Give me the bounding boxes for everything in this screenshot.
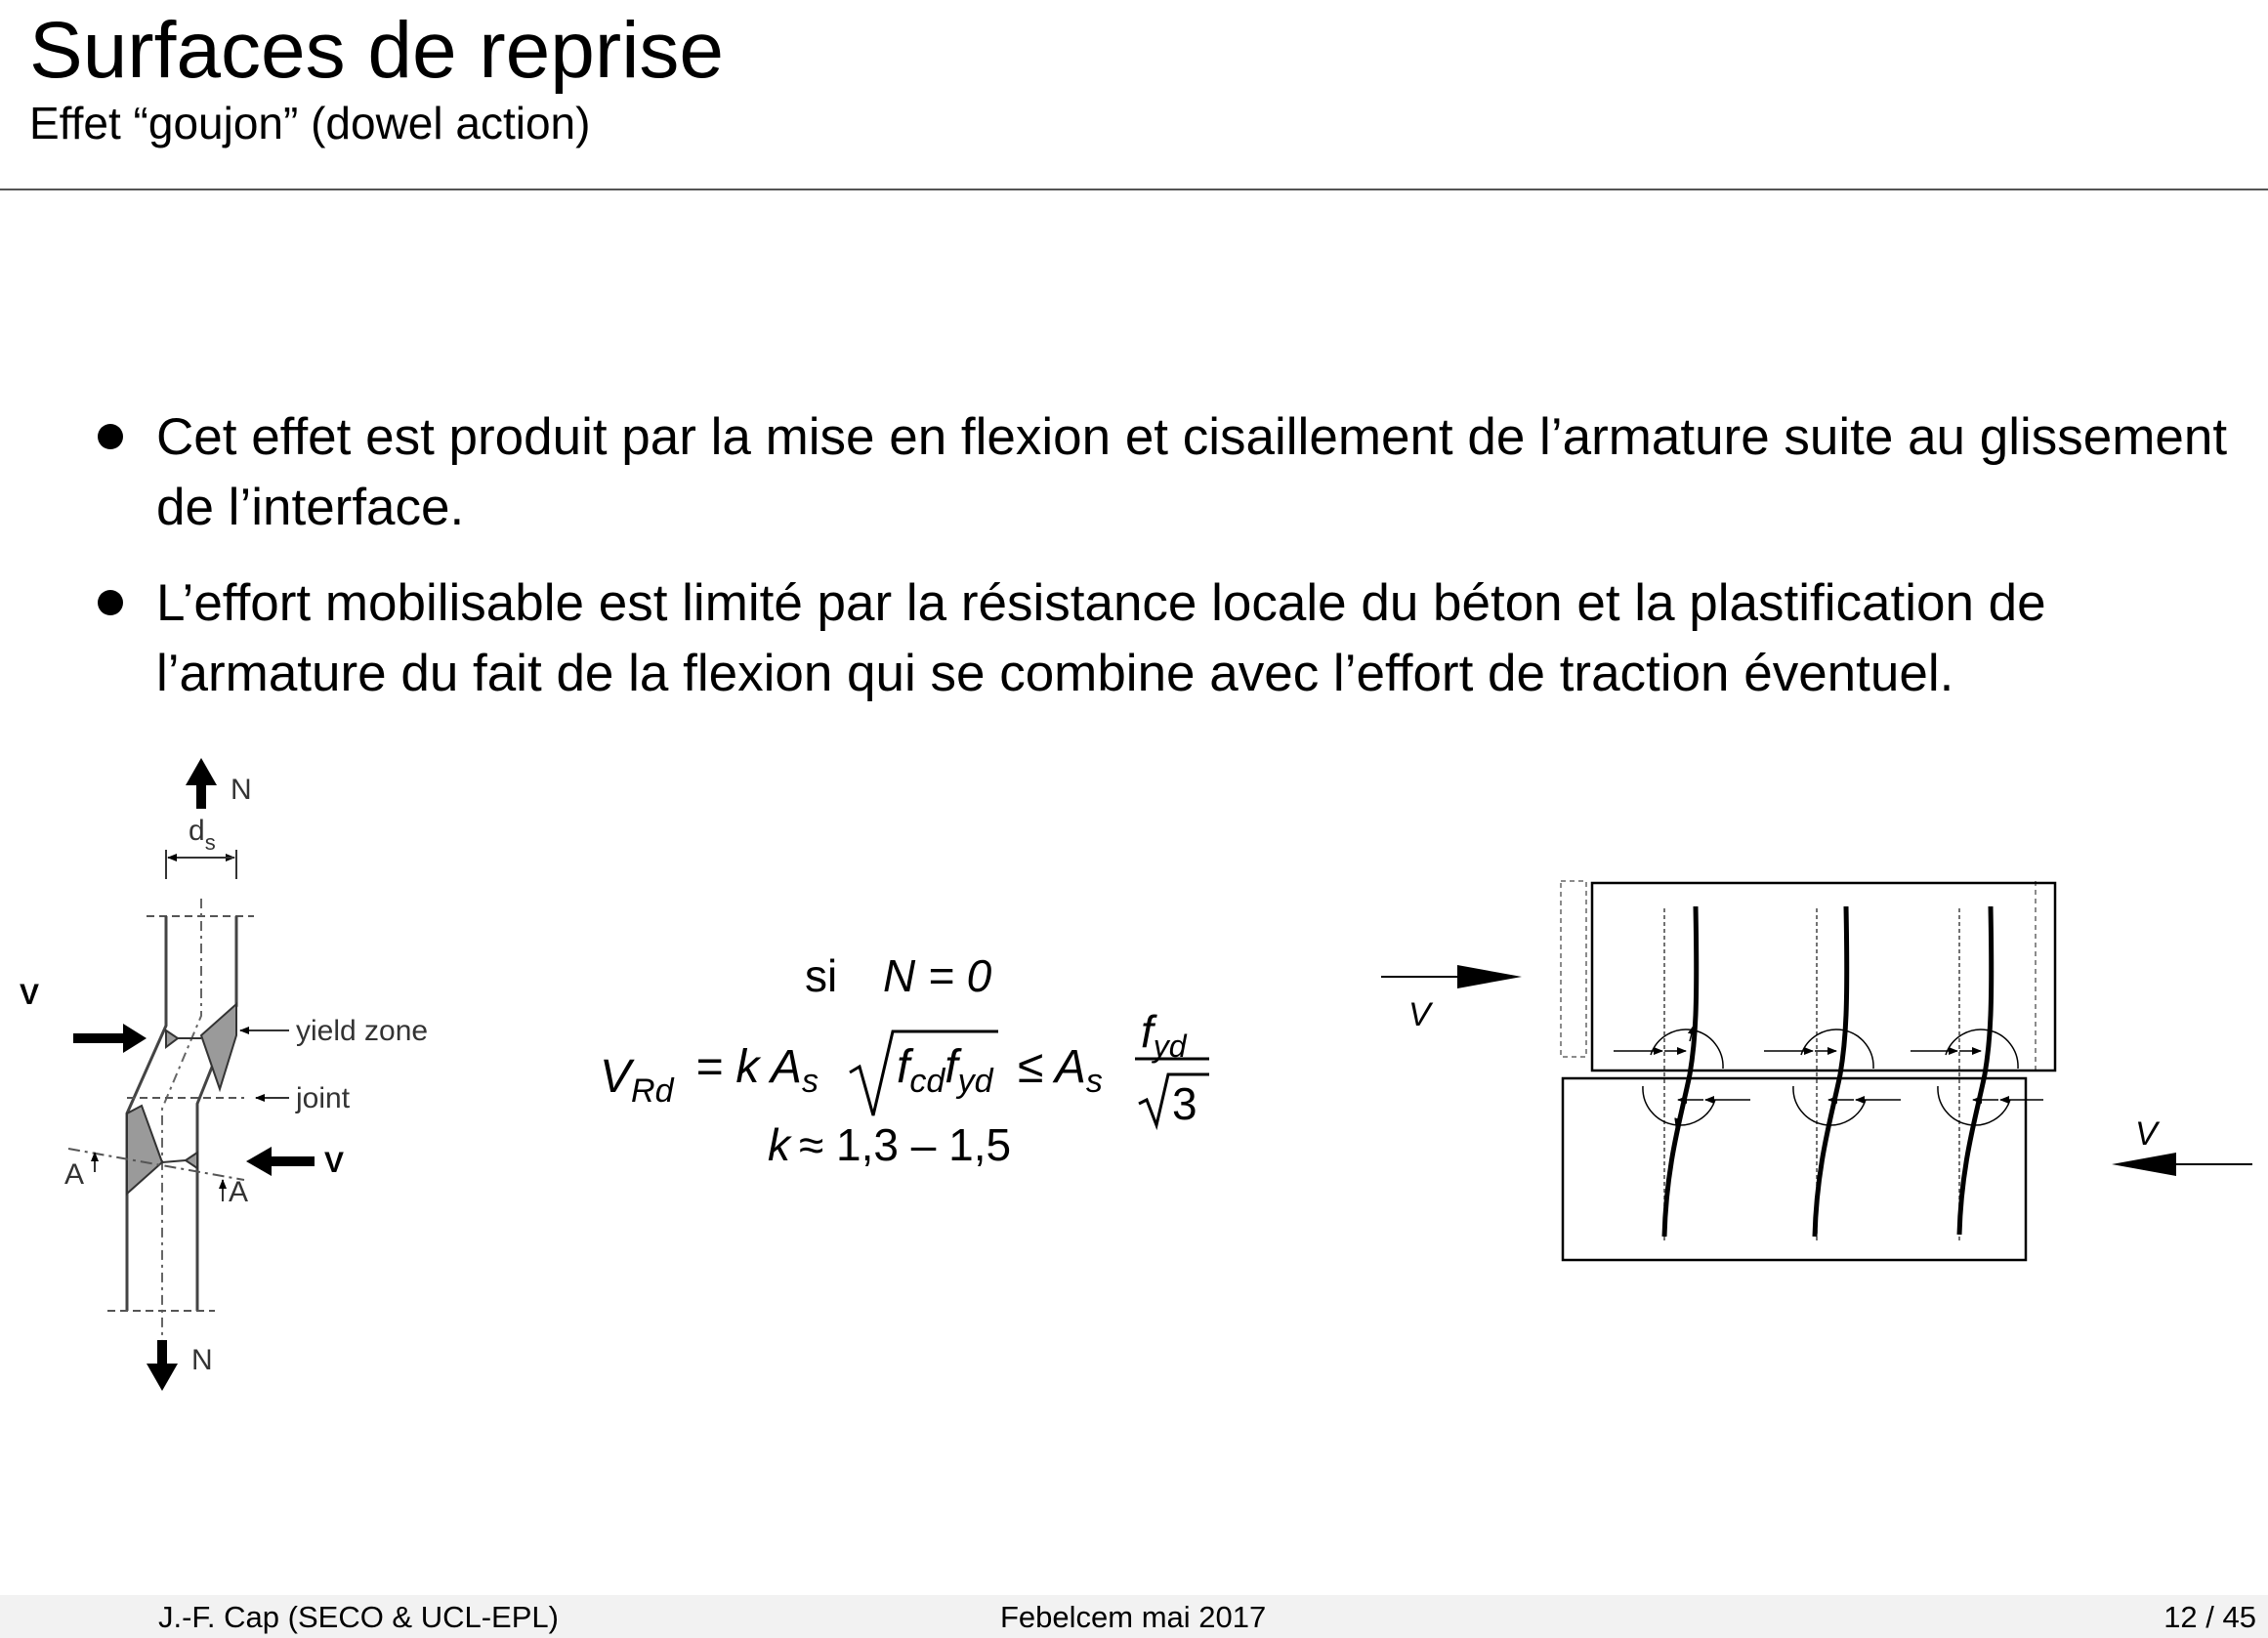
formula-k-as: = k $A_s$ xyxy=(695,1041,819,1100)
fraction-numerator: $f_{yd}$ xyxy=(1141,1006,1187,1064)
shear-force-left-arrow xyxy=(73,1024,147,1053)
condition-n-zero: N = 0 xyxy=(883,950,992,1001)
bullet-icon xyxy=(98,590,123,615)
rebar-2 xyxy=(1764,906,1901,1240)
n-bottom-label: N xyxy=(191,1344,213,1376)
axial-force-top-arrow xyxy=(186,758,217,809)
n-top-label: N xyxy=(231,774,252,806)
footer-author: J.-F. Cap (SECO & UCL-EPL) xyxy=(158,1600,559,1634)
axial-force-bottom-arrow xyxy=(147,1340,178,1391)
bullet-list xyxy=(98,402,2256,735)
section-a-right-label: A xyxy=(229,1176,249,1208)
rebar-1 xyxy=(1614,906,1750,1240)
sqrt-content: $f_{cd}f_{yd}$ xyxy=(897,1041,993,1100)
k-range: ≈ 1,3 – 1,5 xyxy=(799,1119,1012,1170)
shear-force-bottom-arrow xyxy=(2112,1153,2252,1176)
dowel-action-diagram xyxy=(0,742,459,1397)
upper-concrete-block xyxy=(1592,883,2055,1071)
yield-zone-label: yield zone xyxy=(296,1015,429,1047)
slide-subtitle: Effet “goujon” (dowel action) xyxy=(29,98,591,148)
bullet-item xyxy=(98,568,2256,709)
leq-as: ≤ $A_s$ xyxy=(1018,1041,1103,1100)
fraction-denominator: 3 xyxy=(1172,1078,1197,1129)
rebar-group xyxy=(1614,906,2043,1240)
v-top-label: V xyxy=(1408,996,1431,1033)
footer-page-number: 12 / 45 xyxy=(2163,1600,2256,1634)
header-divider xyxy=(0,189,2268,190)
shear-force-top-arrow xyxy=(1381,965,1522,988)
bullet-text: L’effort mobilisable est limité par la résistance locale du béton et la plastification de l’armature du fait de la flexion qui se combine avec l’effort de traction éventuel. xyxy=(156,574,2046,702)
condition-si: si xyxy=(805,950,838,1001)
v-right-label: V xyxy=(324,1147,345,1179)
vrd-symbol: $V_{Rd}$ xyxy=(600,1051,674,1110)
k-symbol: k xyxy=(768,1119,790,1170)
bullet-text: Cet effet est produit par la mise en flexion et cisaillement de l’armature suite au glissement de l’interface. xyxy=(156,408,2228,536)
interface-shear-diagram xyxy=(1367,869,2266,1280)
yield-zone-upper xyxy=(201,1004,236,1089)
yield-zone-lower xyxy=(127,1106,162,1194)
bullet-icon xyxy=(98,424,123,449)
rebar-3 xyxy=(1911,906,2043,1240)
footer-event: Febelcem mai 2017 xyxy=(1000,1600,1267,1634)
section-a-left-label: A xyxy=(64,1158,85,1191)
dowel-resistance-formula xyxy=(576,947,1240,1182)
joint-label: joint xyxy=(296,1082,351,1114)
v-left-label: V xyxy=(20,979,40,1011)
slide-title: Surfaces de reprise xyxy=(29,6,725,95)
shear-force-right-arrow xyxy=(246,1147,315,1176)
bullet-item xyxy=(98,402,2256,543)
lower-concrete-block xyxy=(1563,1078,2026,1260)
ds-label: $d_s$ xyxy=(189,815,216,855)
v-bottom-label: V xyxy=(2135,1115,2158,1153)
